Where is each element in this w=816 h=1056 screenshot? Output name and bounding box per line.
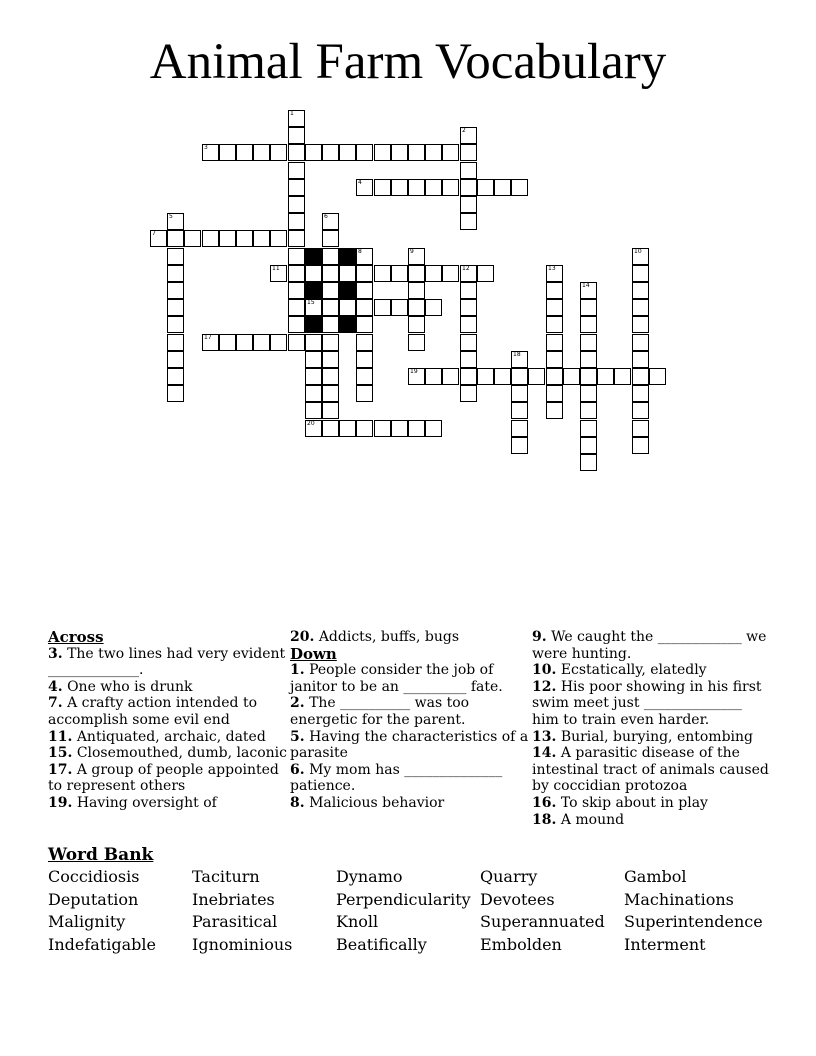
clue-number: 8.	[290, 794, 305, 811]
clue-down	[532, 795, 772, 812]
clue-text: A group of people appointed to represent others	[48, 761, 279, 795]
crossword-cell[interactable]	[288, 196, 305, 213]
crossword-cell[interactable]	[425, 265, 442, 282]
crossword-cell[interactable]	[167, 385, 184, 402]
crossword-cell[interactable]	[305, 299, 322, 316]
crossword-cell[interactable]	[167, 282, 184, 299]
crossword-cell[interactable]	[356, 334, 373, 351]
word-bank-item: Knoll	[336, 912, 379, 932]
clue-text: The __________ was too energetic for the parent.	[290, 695, 470, 728]
crossword-cell[interactable]	[322, 402, 339, 419]
crossword-cell[interactable]	[546, 368, 563, 385]
clue-text: A crafty action intended to accomplish some evil end	[48, 695, 258, 728]
cell-number: 16	[307, 316, 315, 323]
crossword-cell[interactable]	[305, 420, 322, 437]
clue-down	[532, 629, 772, 662]
crossword-cell[interactable]	[632, 299, 649, 316]
crossword-cell[interactable]	[356, 144, 373, 161]
crossword-cell[interactable]	[288, 213, 305, 230]
clue-number: 6.	[290, 761, 305, 778]
cell-number: 14	[582, 282, 590, 289]
clue-number: 4.	[48, 678, 63, 695]
word-bank-item: Indefatigable	[48, 935, 156, 955]
crossword-cell[interactable]	[270, 230, 287, 247]
word-bank-item: Dynamo	[336, 867, 403, 886]
crossword-cell[interactable]	[391, 179, 408, 196]
word-bank-item: Superannuated	[480, 912, 605, 932]
crossword-cell[interactable]	[270, 144, 287, 161]
crossword-cell[interactable]	[632, 368, 649, 385]
clue-down	[290, 762, 530, 795]
crossword-cell[interactable]	[632, 265, 649, 282]
clue-text: A mound	[560, 811, 625, 828]
crossword-cell[interactable]	[460, 162, 477, 179]
cell-number: 12	[462, 265, 470, 272]
crossword-cell[interactable]	[356, 179, 373, 196]
clue-number: 17.	[48, 761, 73, 778]
crossword-cell[interactable]	[288, 110, 305, 127]
crossword-cell[interactable]	[236, 334, 253, 351]
cell-number: 4	[358, 179, 362, 186]
crossword-cell[interactable]	[580, 334, 597, 351]
clue-across	[48, 695, 288, 728]
crossword-cell[interactable]	[408, 368, 425, 385]
crossword-cell[interactable]	[288, 144, 305, 161]
crossword-cell[interactable]	[356, 265, 373, 282]
word-bank-item: Malignity	[48, 912, 126, 932]
word-bank-item: Taciturn	[192, 867, 260, 886]
word-bank-item: Gambol	[624, 867, 687, 886]
clue-text: The two lines had very evident _____________.	[48, 645, 286, 679]
clue-text: My mom has ______________ patience.	[290, 761, 503, 795]
cell-number: 2	[462, 127, 466, 134]
crossword-cell[interactable]	[356, 299, 373, 316]
crossword-cell[interactable]	[339, 299, 356, 316]
crossword-cell[interactable]	[322, 385, 339, 402]
clue-across	[48, 679, 288, 696]
clue-text: People consider the job of janitor to be an _________ fate.	[290, 662, 503, 695]
crossword-cell[interactable]	[425, 299, 442, 316]
crossword-cell-black	[339, 282, 356, 299]
cell-number: 7	[152, 230, 156, 237]
word-bank-heading: Word Bank	[48, 845, 154, 865]
clue-number: 12.	[532, 678, 557, 695]
crossword-cell[interactable]	[460, 196, 477, 213]
crossword-cell[interactable]	[305, 385, 322, 402]
word-bank-item: Quarry	[480, 867, 538, 886]
crossword-cell[interactable]	[511, 179, 528, 196]
crossword-cell[interactable]	[322, 144, 339, 161]
crossword-cell[interactable]	[408, 282, 425, 299]
clue-number: 10.	[532, 662, 557, 679]
cell-number: 10	[634, 248, 642, 255]
clue-across	[290, 629, 530, 646]
crossword-cell[interactable]	[322, 299, 339, 316]
crossword-cell[interactable]	[632, 351, 649, 368]
clue-number: 16.	[532, 794, 557, 811]
crossword-cell[interactable]	[167, 265, 184, 282]
crossword-cell[interactable]	[167, 299, 184, 316]
crossword-cell[interactable]	[339, 265, 356, 282]
crossword-cell[interactable]	[288, 299, 305, 316]
crossword-cell-black	[305, 316, 322, 333]
clue-down	[532, 729, 772, 746]
crossword-cell[interactable]	[167, 248, 184, 265]
crossword-cell[interactable]	[632, 334, 649, 351]
crossword-cell[interactable]	[460, 282, 477, 299]
clue-number: 1.	[290, 662, 305, 679]
clue-down	[290, 795, 530, 812]
clue-down	[532, 745, 772, 795]
clue-down	[532, 679, 772, 729]
crossword-cell[interactable]	[442, 368, 459, 385]
crossword-cell[interactable]	[632, 420, 649, 437]
crossword-cell[interactable]	[511, 385, 528, 402]
crossword-cell[interactable]	[580, 351, 597, 368]
crossword-cell[interactable]	[614, 368, 631, 385]
crossword-cell[interactable]	[356, 351, 373, 368]
crossword-cell[interactable]	[167, 368, 184, 385]
crossword-cell[interactable]	[580, 316, 597, 333]
crossword-cell[interactable]	[356, 316, 373, 333]
clue-text: Burial, burying, entombing	[560, 728, 753, 745]
crossword-cell[interactable]	[374, 179, 391, 196]
word-bank-item: Embolden	[480, 935, 562, 955]
crossword-cell[interactable]	[305, 368, 322, 385]
clue-text: A parasitic disease of the intestinal tract of animals caused by coccidian protozoa	[532, 745, 769, 795]
crossword-cell[interactable]	[339, 420, 356, 437]
crossword-cell[interactable]	[374, 299, 391, 316]
crossword-cell[interactable]	[391, 144, 408, 161]
crossword-cell[interactable]	[236, 230, 253, 247]
crossword-cell[interactable]	[460, 351, 477, 368]
crossword-cell[interactable]	[442, 265, 459, 282]
clue-across	[48, 795, 288, 812]
clue-text: Addicts, buffs, bugs	[318, 629, 460, 645]
crossword-cell[interactable]	[219, 230, 236, 247]
clue-number: 11.	[48, 728, 73, 745]
crossword-cell[interactable]	[408, 420, 425, 437]
crossword-cell[interactable]	[305, 144, 322, 161]
crossword-cell[interactable]	[374, 144, 391, 161]
crossword-cell[interactable]	[460, 316, 477, 333]
crossword-cell[interactable]	[288, 334, 305, 351]
crossword-cell[interactable]	[408, 299, 425, 316]
crossword-cell[interactable]	[477, 179, 494, 196]
crossword-cell[interactable]	[167, 351, 184, 368]
crossword-cell[interactable]	[391, 420, 408, 437]
crossword-cell[interactable]	[546, 385, 563, 402]
crossword-cell[interactable]	[391, 299, 408, 316]
clue-number: 18.	[532, 811, 557, 828]
crossword-cell[interactable]	[460, 334, 477, 351]
clue-across	[48, 646, 288, 679]
crossword-cell[interactable]	[460, 144, 477, 161]
clue-number: 14.	[532, 745, 557, 762]
clue-number: 15.	[48, 745, 73, 762]
clue-down	[290, 729, 530, 762]
crossword-cell[interactable]	[442, 179, 459, 196]
crossword-cell[interactable]	[253, 334, 270, 351]
crossword-cell[interactable]	[167, 316, 184, 333]
crossword-cell[interactable]	[202, 144, 219, 161]
crossword-cell[interactable]	[632, 282, 649, 299]
crossword-cell[interactable]	[408, 265, 425, 282]
crossword-cell[interactable]	[167, 334, 184, 351]
crossword-cell[interactable]	[202, 334, 219, 351]
crossword-cell[interactable]	[580, 299, 597, 316]
cell-number: 15	[307, 299, 315, 306]
crossword-cell[interactable]	[511, 368, 528, 385]
crossword-cell[interactable]	[356, 368, 373, 385]
clue-number: 9.	[532, 629, 547, 645]
crossword-cell[interactable]	[597, 368, 614, 385]
crossword-cell[interactable]	[356, 282, 373, 299]
crossword-cell[interactable]	[546, 265, 563, 282]
crossword-cell[interactable]	[580, 402, 597, 419]
crossword-cell[interactable]	[270, 334, 287, 351]
crossword-cell[interactable]	[632, 385, 649, 402]
crossword-cell[interactable]	[305, 351, 322, 368]
clue-across	[48, 729, 288, 746]
cell-number: 3	[204, 144, 208, 151]
crossword-cell[interactable]	[322, 351, 339, 368]
crossword-cell-black	[339, 316, 356, 333]
crossword-cell[interactable]	[546, 299, 563, 316]
crossword-cell[interactable]	[356, 248, 373, 265]
clue-number: 19.	[48, 794, 73, 811]
crossword-cell[interactable]	[460, 265, 477, 282]
crossword-cell[interactable]	[580, 368, 597, 385]
crossword-cell[interactable]	[546, 316, 563, 333]
crossword-cell[interactable]	[288, 248, 305, 265]
crossword-cell[interactable]	[356, 420, 373, 437]
crossword-cell[interactable]	[184, 230, 201, 247]
crossword-cell[interactable]	[356, 385, 373, 402]
crossword-cell[interactable]	[580, 420, 597, 437]
crossword-cell[interactable]	[322, 334, 339, 351]
crossword-cell[interactable]	[322, 265, 339, 282]
crossword-cell[interactable]	[563, 368, 580, 385]
word-bank-item: Deputation	[48, 889, 139, 909]
clue-down	[532, 812, 772, 829]
clue-text: We caught the ____________ we were hunting.	[532, 629, 767, 662]
cell-number: 20	[307, 420, 315, 427]
crossword-cell[interactable]	[528, 368, 545, 385]
word-bank-item: Inebriates	[192, 889, 275, 909]
crossword-cell[interactable]	[477, 265, 494, 282]
crossword-cell[interactable]	[408, 179, 425, 196]
crossword-cell[interactable]	[632, 437, 649, 454]
crossword-cell[interactable]	[288, 162, 305, 179]
crossword-cell[interactable]	[288, 127, 305, 144]
crossword-cell-black	[339, 248, 356, 265]
word-bank-item: Beatifically	[336, 935, 427, 955]
crossword-cell[interactable]	[322, 368, 339, 385]
word-bank-item: Perpendicularity	[336, 889, 471, 909]
clue-down	[290, 662, 530, 695]
word-bank-item: Devotees	[480, 889, 555, 909]
crossword-cell[interactable]	[425, 144, 442, 161]
crossword-cell[interactable]	[202, 230, 219, 247]
clue-text: Having oversight of	[76, 794, 217, 811]
crossword-cell[interactable]	[546, 334, 563, 351]
clue-text: To skip about in play	[560, 794, 708, 811]
clue-heading: Down	[290, 644, 337, 663]
crossword-cell[interactable]	[494, 179, 511, 196]
crossword-cell[interactable]	[477, 368, 494, 385]
crossword-cell[interactable]	[632, 402, 649, 419]
crossword-cell[interactable]	[288, 265, 305, 282]
crossword-cell[interactable]	[253, 230, 270, 247]
crossword-cell[interactable]	[649, 368, 666, 385]
clue-text: Antiquated, archaic, dated	[76, 728, 266, 745]
crossword-cell[interactable]	[408, 316, 425, 333]
crossword-cell[interactable]	[305, 402, 322, 419]
crossword-cell[interactable]	[305, 265, 322, 282]
crossword-cell[interactable]	[322, 230, 339, 247]
word-bank-item: Machinations	[624, 889, 734, 909]
crossword-cell[interactable]	[460, 213, 477, 230]
crossword-cell[interactable]	[408, 334, 425, 351]
cell-number: 1	[290, 110, 294, 117]
crossword-cell[interactable]	[270, 265, 287, 282]
crossword-cell[interactable]	[322, 248, 339, 265]
crossword-cell-black	[305, 248, 322, 265]
clue-number: 3.	[48, 645, 63, 662]
crossword-cell[interactable]	[339, 144, 356, 161]
crossword-cell[interactable]	[288, 230, 305, 247]
crossword-cell[interactable]	[425, 368, 442, 385]
crossword-cell-black	[305, 282, 322, 299]
crossword-cell[interactable]	[460, 127, 477, 144]
page-title: Animal Farm Vocabulary	[149, 34, 667, 90]
crossword-cell[interactable]	[167, 230, 184, 247]
crossword-cell[interactable]	[322, 316, 339, 333]
clue-heading: Across	[48, 628, 104, 646]
cell-number: 6	[324, 213, 328, 220]
clue-text: His poor showing in his first swim meet just ______________ him to train even harder.	[532, 678, 762, 728]
clue-across	[48, 745, 288, 762]
crossword-cell[interactable]	[253, 144, 270, 161]
crossword-cell[interactable]	[374, 420, 391, 437]
clue-text: Ecstatically, elatedly	[560, 662, 707, 679]
cell-number: 11	[272, 265, 280, 272]
crossword-cell[interactable]	[442, 144, 459, 161]
crossword-cell[interactable]	[460, 385, 477, 402]
clue-column-1	[48, 629, 288, 812]
crossword-cell[interactable]	[150, 230, 167, 247]
cell-number: 17	[204, 334, 212, 341]
crossword-cell[interactable]	[167, 213, 184, 230]
crossword-cell[interactable]	[460, 368, 477, 385]
clue-across	[48, 762, 288, 795]
crossword-cell[interactable]	[511, 437, 528, 454]
crossword-cell[interactable]	[322, 213, 339, 230]
crossword-cell[interactable]	[408, 144, 425, 161]
cell-number: 8	[358, 248, 362, 255]
word-bank-item: Ignominious	[192, 935, 293, 955]
clue-down	[532, 662, 772, 679]
word-bank-item: Interment	[624, 935, 706, 955]
cell-number: 19	[410, 368, 418, 375]
crossword-cell[interactable]	[511, 420, 528, 437]
clue-text: One who is drunk	[67, 678, 193, 695]
cell-number: 18	[513, 351, 521, 358]
crossword-cell[interactable]	[391, 265, 408, 282]
crossword-cell[interactable]	[425, 420, 442, 437]
crossword-cell[interactable]	[580, 282, 597, 299]
crossword-cell[interactable]	[546, 351, 563, 368]
crossword-grid	[0, 0, 816, 480]
crossword-cell[interactable]	[425, 179, 442, 196]
crossword-cell[interactable]	[546, 282, 563, 299]
word-bank-item: Coccidiosis	[48, 867, 140, 886]
clue-text: Malicious behavior	[309, 794, 445, 811]
cell-number: 9	[410, 248, 414, 255]
crossword-cell[interactable]	[219, 144, 236, 161]
crossword-cell[interactable]	[511, 351, 528, 368]
cell-number: 13	[548, 265, 556, 272]
crossword-cell[interactable]	[460, 299, 477, 316]
crossword-cell[interactable]	[288, 282, 305, 299]
crossword-cell[interactable]	[305, 334, 322, 351]
crossword-cell[interactable]	[408, 248, 425, 265]
crossword-cell[interactable]	[580, 437, 597, 454]
clue-column-2	[290, 629, 530, 812]
clue-column-3	[532, 629, 772, 828]
crossword-cell[interactable]	[494, 368, 511, 385]
crossword-cell[interactable]	[511, 402, 528, 419]
crossword-cell[interactable]	[322, 282, 339, 299]
clue-text: Closemouthed, dumb, laconic	[76, 745, 287, 762]
crossword-cell[interactable]	[236, 144, 253, 161]
cell-number: 5	[169, 213, 173, 220]
crossword-cell[interactable]	[546, 402, 563, 419]
word-bank-item: Parasitical	[192, 912, 278, 932]
crossword-cell[interactable]	[632, 316, 649, 333]
crossword-cell[interactable]	[460, 179, 477, 196]
crossword-cell[interactable]	[322, 420, 339, 437]
clue-number: 5.	[290, 728, 305, 745]
clue-number: 20.	[290, 629, 315, 645]
crossword-cell[interactable]	[288, 179, 305, 196]
clue-text: Having the characteristics of a parasite	[290, 728, 529, 762]
clue-number: 2.	[290, 695, 305, 712]
clue-down	[290, 695, 530, 728]
crossword-cell[interactable]	[580, 454, 597, 471]
word-bank-item: Superintendence	[624, 912, 763, 932]
crossword-cell[interactable]	[632, 248, 649, 265]
crossword-cell[interactable]	[219, 334, 236, 351]
clue-number: 7.	[48, 695, 63, 712]
clue-number: 13.	[532, 728, 557, 745]
crossword-cell[interactable]	[374, 265, 391, 282]
crossword-cell[interactable]	[288, 316, 305, 333]
crossword-cell[interactable]	[580, 385, 597, 402]
